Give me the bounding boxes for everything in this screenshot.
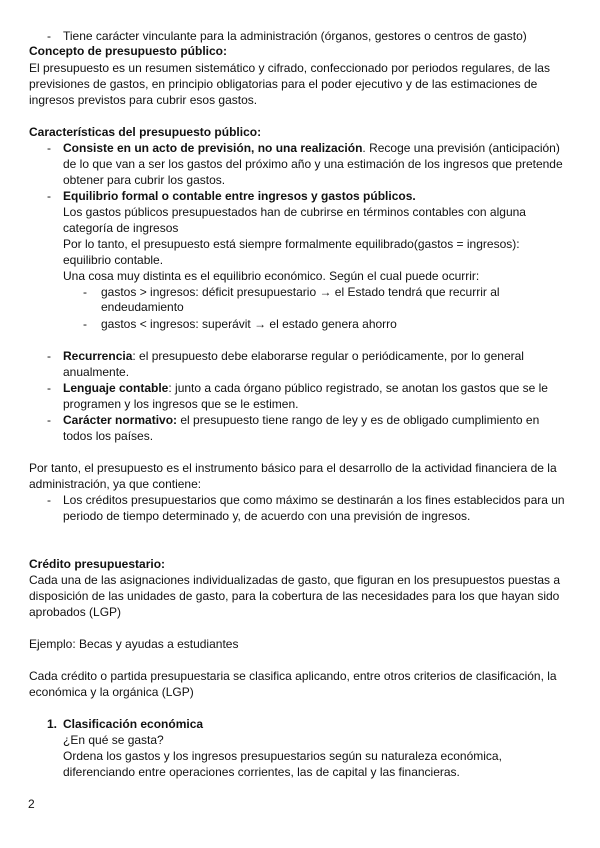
- portanto-line: administración, ya que contiene:: [29, 477, 202, 491]
- bullet-dash: -: [47, 189, 51, 203]
- item2-line: Los gastos públicos presupuestados han de cubrirse en términos contables con alguna: [63, 205, 526, 219]
- item2-heading: Equilibrio formal o contable entre ingresos y gastos públicos.: [63, 189, 416, 203]
- bullet-dash: -: [47, 29, 51, 43]
- item2-line: Una cosa muy distinta es el equilibrio económico. Según el cual puede ocurrir:: [63, 269, 480, 283]
- item2-sub1-line: gastos > ingresos: déficit presupuestario → el Estado tendrá que recurrir al: [101, 285, 500, 299]
- credito-line: Cada una de las asignaciones individualizadas de gasto, que figuran en los presupuestos puestas a: [29, 573, 561, 587]
- bullet-dash: -: [47, 413, 51, 427]
- top-item-text: Tiene carácter vinculante para la administración (órganos, gestores o centros de gasto): [63, 29, 527, 43]
- clasifica-line: económica y la orgánica (LGP): [29, 685, 194, 699]
- portanto-item-line: Los créditos presupuestarios que como máximo se destinarán a los fines establecidos para un: [63, 493, 565, 507]
- portanto-line: Por tanto, el presupuesto es el instrumento básico para el desarrollo de la actividad financiera de la: [29, 461, 557, 475]
- concepto-line: El presupuesto es un resumen sistemático y cifrado, confeccionado por periodos regulares, de las: [29, 61, 550, 75]
- item1-first-line: Consiste en un acto de previsión, no una realización. Recoge una previsión (anticipación): [63, 141, 560, 155]
- concepto-line: ingresos previstos para cubrir esos gastos.: [29, 93, 258, 107]
- item4-first-line: Lenguaje contable: junto a cada órgano público registrado, se anotan los gastos que se le: [63, 381, 548, 395]
- concepto-line: previsiones de gastos, en principio obligatorias para el poder ejecutivo y de las estimaciones de: [29, 77, 538, 91]
- item2-line: Por lo tanto, el presupuesto está siempre formalmente equilibrado(gastos = ingresos):: [63, 237, 520, 251]
- item4-line: programen y los ingresos que se le estimen.: [63, 397, 299, 411]
- clasifica-line: Cada crédito o partida presupuestaria se clasifica aplicando, entre otros criterios de clasificación, la: [29, 669, 557, 683]
- clasificacion-line: ¿En qué se gasta?: [63, 733, 164, 747]
- credito-line: aprobados (LGP): [29, 605, 122, 619]
- caracteristicas-heading: Características del presupuesto público:: [29, 125, 262, 139]
- clasificacion-line: diferenciando entre operaciones corrientes, las de capital y las financieras.: [63, 765, 460, 779]
- clasificacion-heading: Clasificación económica: [63, 717, 204, 731]
- page-number: 2: [28, 797, 35, 811]
- item2-sub1-line: endeudamiento: [101, 300, 184, 314]
- item3-line: anualmente.: [63, 365, 130, 379]
- item1-line: obtener para cubrir los gastos.: [63, 173, 226, 187]
- bullet-dash: -: [47, 381, 51, 395]
- sub-bullet-dash: -: [83, 317, 87, 331]
- bullet-dash: -: [47, 493, 51, 507]
- item2-line: equilibrio contable.: [63, 253, 164, 267]
- clasificacion-line: Ordena los gastos y los ingresos presupuestarios según su naturaleza económica,: [63, 749, 502, 763]
- item2-line: categoría de ingresos: [63, 221, 179, 235]
- item1-line: de lo que van a ser los gastos del próximo año y una estimación de los ingresos que pretende: [63, 157, 563, 171]
- credito-heading: Crédito presupuestario:: [29, 557, 166, 571]
- item2-sub2-line: gastos < ingresos: superávit → el estado genera ahorro: [101, 317, 397, 331]
- bullet-dash: -: [47, 141, 51, 155]
- item5-line: todos los países.: [63, 429, 154, 443]
- ejemplo-line: Ejemplo: Becas y ayudas a estudiantes: [29, 637, 239, 651]
- item5-first-line: Carácter normativo: el presupuesto tiene rango de ley y es de obligado cumplimiento en: [63, 413, 540, 427]
- concepto-heading: Concepto de presupuesto público:: [29, 44, 228, 58]
- bullet-dash: -: [47, 349, 51, 363]
- item3-first-line: Recurrencia: el presupuesto debe elaborarse regular o periódicamente, por lo general: [63, 349, 524, 363]
- list-number: 1.: [47, 717, 58, 731]
- sub-bullet-dash: -: [83, 285, 87, 299]
- credito-line: disposición de las unidades de gasto, para la cobertura de las necesidades para los que hayan sido: [29, 589, 560, 603]
- portanto-item-line: periodo de tiempo determinado y, de acuerdo con una previsión de ingresos.: [63, 509, 471, 523]
